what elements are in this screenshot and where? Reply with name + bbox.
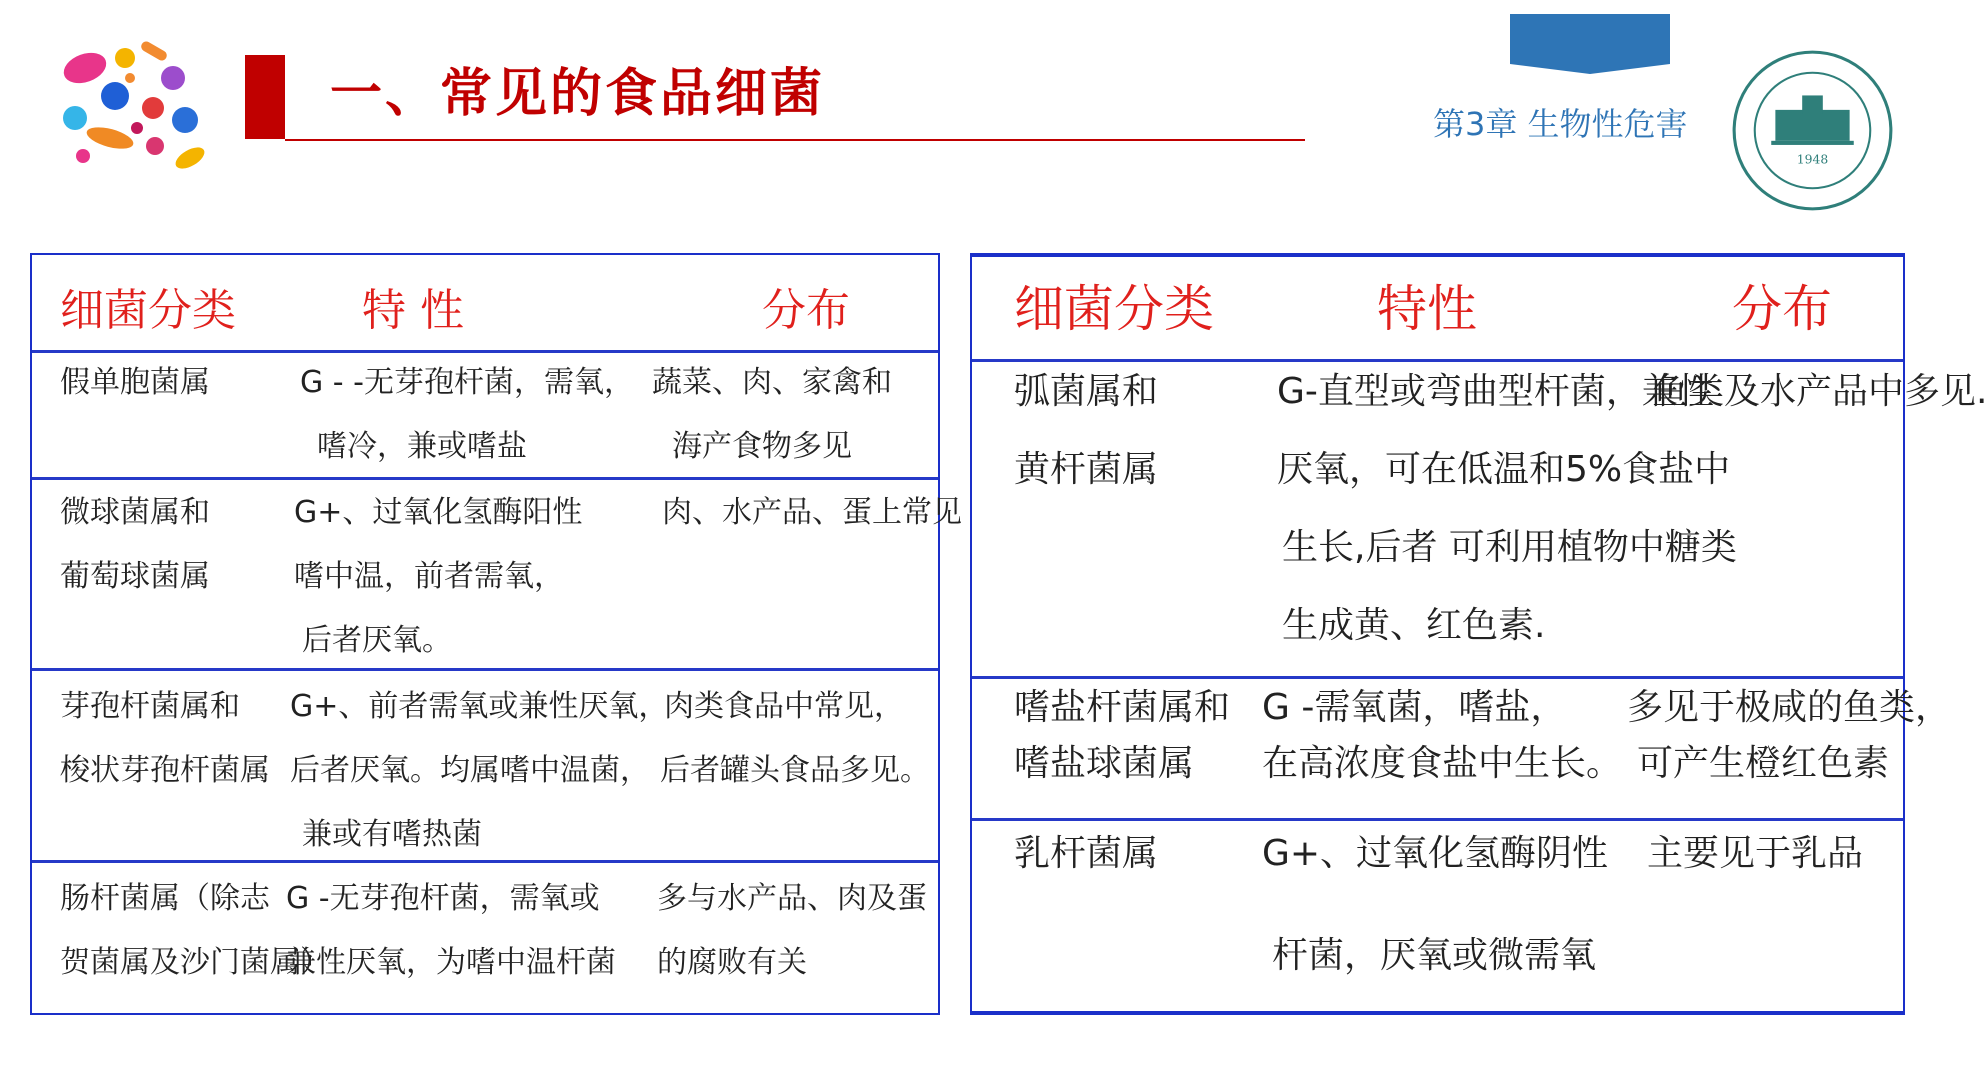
row-1-property: 生长,后者 可利用植物中糖类 — [1282, 527, 1737, 568]
row-1-distribution: 海产食物多见 — [672, 429, 852, 464]
row-1-property: 嗜冷，兼或嗜盐 — [317, 429, 527, 464]
row-4-category: 贺菌属及沙门菌属） — [60, 945, 330, 980]
header-category: 细菌分类 — [1014, 280, 1214, 338]
row-2-category: 葡萄球菌属 — [60, 559, 210, 594]
row-2-category: 嗜盐球菌属 — [1014, 743, 1195, 784]
row-2-distribution: 多见于极咸的鱼类， — [1627, 687, 1952, 728]
university-seal-logo — [1730, 48, 1895, 213]
table-divider — [972, 359, 1903, 362]
table-divider — [972, 818, 1903, 821]
row-2-property: 后者厌氧。 — [302, 623, 452, 658]
header-property: 特 性 — [362, 285, 464, 336]
row-2-category: 微球菌属和 — [60, 495, 210, 530]
row-3-property: G+、前者需氧或兼性厌氧， — [290, 689, 669, 724]
row-4-distribution: 的腐败有关 — [657, 945, 807, 980]
right-bacteria-table — [970, 253, 1987, 1015]
row-3-category: 芽孢杆菌属和 — [60, 689, 240, 724]
table-divider — [32, 860, 938, 863]
header-property: 特性 — [1377, 280, 1477, 338]
page-title: 一、常见的食品细菌 — [330, 64, 826, 124]
row-2-distribution: 可产生橙红色素 — [1637, 743, 1890, 784]
seal-year: 1948 — [1796, 152, 1829, 167]
row-3-property: 后者厌氧。均属嗜中温菌， — [290, 753, 650, 788]
row-1-category: 黄杆菌属 — [1014, 449, 1159, 490]
chapter-label: 第3章 生物性危害 — [1433, 105, 1688, 143]
row-4-property: G -无芽孢杆菌，需氧或 — [286, 881, 600, 916]
row-3-property: 兼或有嗜热菌 — [302, 817, 482, 852]
table-divider — [972, 676, 1903, 679]
chapter-tab-marker — [1490, 14, 1690, 74]
row-1-category: 假单胞菌属 — [60, 365, 210, 400]
row-3-property: 杆菌，厌氧或微需氧 — [1272, 935, 1597, 976]
header-distribution: 分布 — [762, 285, 850, 336]
left-bacteria-table — [30, 253, 962, 1015]
bacteria-illustration — [55, 28, 215, 178]
header-distribution: 分布 — [1732, 280, 1832, 338]
row-1-property: 生成黄、红色素. — [1282, 605, 1546, 646]
row-3-distribution: 主要见于乳品 — [1647, 833, 1864, 874]
title-accent-bar — [245, 55, 285, 139]
row-1-category: 弧菌属和 — [1014, 371, 1159, 412]
row-1-distribution: 鱼类及水产品中多见. — [1652, 371, 1987, 412]
row-1-distribution: 蔬菜、肉、家禽和 — [652, 365, 892, 400]
title-underline — [285, 139, 1305, 141]
row-4-category: 肠杆菌属（除志 — [60, 881, 270, 916]
row-2-property: 嗜中温，前者需氧， — [294, 559, 564, 594]
table-divider — [32, 350, 938, 353]
row-4-distribution: 多与水产品、肉及蛋 — [657, 881, 927, 916]
row-3-distribution: 肉类食品中常见， — [664, 689, 904, 724]
table-divider — [32, 668, 938, 671]
header-category: 细菌分类 — [60, 285, 236, 336]
row-2-property: 在高浓度食盐中生长。 — [1262, 743, 1623, 784]
row-3-category: 梭状芽孢杆菌属 — [60, 753, 270, 788]
row-3-distribution: 后者罐头食品多见。 — [660, 753, 930, 788]
row-1-property: G-直型或弯曲型杆菌，兼性 — [1277, 371, 1714, 412]
row-3-property: G+、过氧化氢酶阴性 — [1262, 833, 1609, 874]
row-2-distribution: 肉、水产品、蛋上常见 — [662, 495, 962, 530]
row-1-property: G - -无芽孢杆菌，需氧， — [300, 365, 634, 400]
row-2-property: G+、过氧化氢酶阳性 — [294, 495, 583, 530]
row-1-property: 厌氧，可在低温和5%食盐中 — [1277, 449, 1731, 490]
row-4-property: 兼性厌氧，为嗜中温杆菌 — [286, 945, 616, 980]
row-2-property: G -需氧菌，嗜盐， — [1262, 687, 1567, 728]
table-divider — [32, 477, 938, 480]
row-3-category: 乳杆菌属 — [1014, 833, 1159, 874]
row-2-category: 嗜盐杆菌属和 — [1014, 687, 1231, 728]
